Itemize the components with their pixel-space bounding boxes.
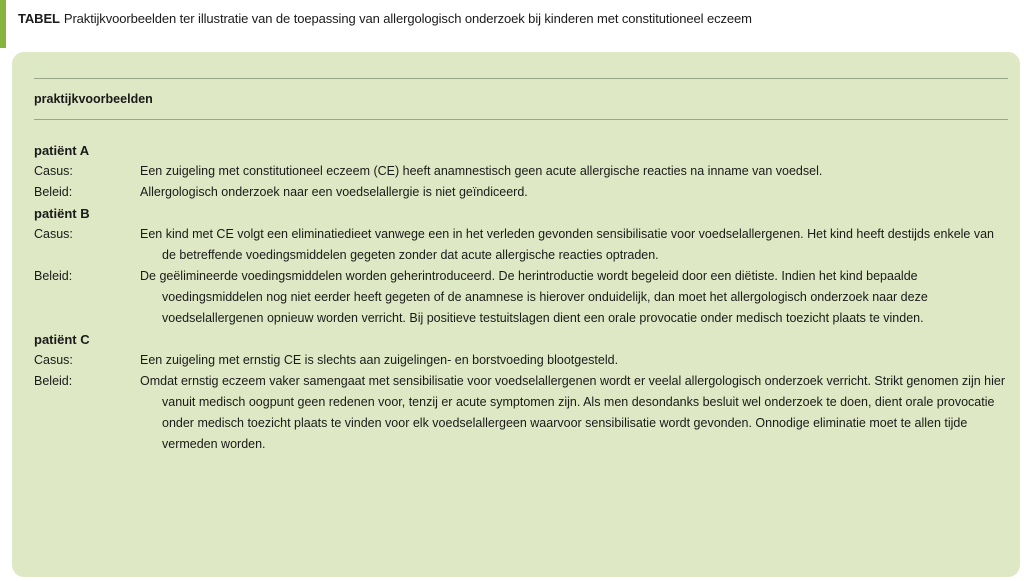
table-body bbox=[34, 140, 1008, 455]
patient-heading: patiënt B bbox=[34, 206, 90, 221]
row-description: Omdat ernstig eczeem vaker samengaat met sensibilisatie voor voedselallergenen wordt er veelal allergologisch onderzoek verricht. Strikt genomen zijn hier vanuit medisch oogpunt geen redenen voor, tenzij er acute symptomen zijn. Als men desondanks besluit wel onderzoek te doen, dient orale provocatie onder medisch toezicht plaats te vinden voor elk voedselallergeen waarvoor sensibilisatie wordt gevonden. Onnodige eliminatie moet te allen tijde vermeden worden. bbox=[140, 374, 1006, 451]
table-caption bbox=[18, 11, 752, 26]
row-term: Beleid: bbox=[34, 269, 73, 283]
row-description: Een zuigeling met constitutioneel eczeem (CE) heeft anamnestisch geen acute allergische reacties na inname van voedsel. bbox=[140, 164, 823, 178]
caption-text: Praktijkvoorbeelden ter illustratie van de toepassing van allergologisch onderzoek bij kinderen met constitutioneel eczeem bbox=[63, 11, 752, 26]
header-rule bbox=[34, 119, 1008, 120]
row-description: Een kind met CE volgt een eliminatiedieet vanwege een in het verleden gevonden sensibilisatie voor voedselallergenen. Het kind heeft destijds enkele van de betreffende voedingsmiddelen gegeten zonder dat acute allergische reacties optraden. bbox=[140, 227, 995, 262]
row-description: Een zuigeling met ernstig CE is slechts aan zuigelingen- en borstvoeding blootgesteld. bbox=[140, 353, 619, 367]
table-row bbox=[34, 371, 1008, 455]
top-rule bbox=[34, 78, 1008, 79]
patient-heading: patiënt A bbox=[34, 143, 90, 158]
caption-label: TABEL bbox=[18, 11, 60, 26]
patient-heading: patiënt C bbox=[34, 332, 90, 347]
row-description: De geëlimineerde voedingsmiddelen worden geherintroduceerd. De herintroductie wordt begeleid door een diëtiste. Indien het kind bepaalde voedingsmiddelen nog niet eerder heeft gegeten of de anamnese is hierover onduidelijk, dan moet het allergologisch onderzoek naar deze voedselallergenen opnieuw worden verricht. Bij positieve testuitslagen dient een orale provocatie onder medisch toezicht plaats te vinden. bbox=[140, 269, 928, 325]
row-term: Beleid: bbox=[34, 185, 73, 199]
row-term: Casus: bbox=[34, 164, 73, 178]
row-term: Casus: bbox=[34, 353, 73, 367]
table-row bbox=[34, 182, 1008, 203]
row-term: Beleid: bbox=[34, 374, 73, 388]
table-header: praktijkvoorbeelden bbox=[34, 92, 153, 106]
table-panel bbox=[12, 52, 1020, 577]
table-row bbox=[34, 224, 1008, 266]
row-description: Allergologisch onderzoek naar een voedselallergie is niet geïndiceerd. bbox=[140, 185, 528, 199]
row-term: Casus: bbox=[34, 227, 73, 241]
caption-accent-bar bbox=[0, 0, 6, 48]
table-row bbox=[34, 350, 1008, 371]
table-row bbox=[34, 266, 1008, 329]
table-row bbox=[34, 161, 1008, 182]
